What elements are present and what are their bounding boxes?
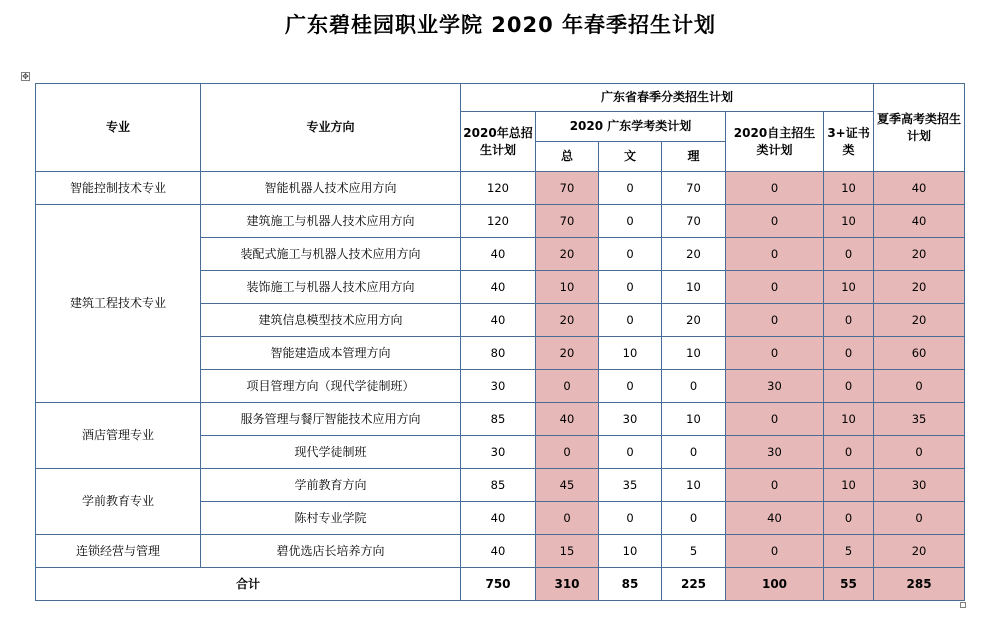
zhengshu-value-cell: 10 xyxy=(824,172,874,205)
li-value-cell: 0 xyxy=(662,502,726,535)
header-direction: 专业方向 xyxy=(201,84,461,172)
direction-cell: 陈村专业学院 xyxy=(201,502,461,535)
table-row xyxy=(36,205,965,238)
li-value-cell: 10 xyxy=(662,271,726,304)
summer-value-cell: 0 xyxy=(874,436,965,469)
table-move-handle-icon[interactable]: ✥ xyxy=(22,72,29,81)
summer-value-cell: 35 xyxy=(874,403,965,436)
totals-label: 合计 xyxy=(36,568,461,601)
total-wen-cell: 85 xyxy=(599,568,662,601)
zong-value-cell: 45 xyxy=(536,469,599,502)
zong-value-cell: 20 xyxy=(536,238,599,271)
direction-cell: 碧优选店长培养方向 xyxy=(201,535,461,568)
summer-value-cell: 20 xyxy=(874,535,965,568)
wen-value-cell: 0 xyxy=(599,172,662,205)
total-value-cell: 30 xyxy=(461,436,536,469)
summer-value-cell: 20 xyxy=(874,271,965,304)
zizhu-value-cell: 0 xyxy=(726,271,824,304)
li-value-cell: 10 xyxy=(662,403,726,436)
total-value-cell: 40 xyxy=(461,238,536,271)
table-row xyxy=(36,403,965,436)
li-value-cell: 70 xyxy=(662,205,726,238)
summer-value-cell: 0 xyxy=(874,370,965,403)
direction-cell: 装饰施工与机器人技术应用方向 xyxy=(201,271,461,304)
total-value-cell: 40 xyxy=(461,271,536,304)
zizhu-value-cell: 40 xyxy=(726,502,824,535)
total-zizhu-cell: 100 xyxy=(726,568,824,601)
header-zong: 总 xyxy=(536,142,599,172)
direction-cell: 智能机器人技术应用方向 xyxy=(201,172,461,205)
zong-value-cell: 70 xyxy=(536,205,599,238)
zizhu-value-cell: 0 xyxy=(726,337,824,370)
totals-row xyxy=(36,568,965,601)
zizhu-value-cell: 0 xyxy=(726,205,824,238)
zong-value-cell: 20 xyxy=(536,337,599,370)
summer-value-cell: 40 xyxy=(874,205,965,238)
direction-cell: 现代学徒制班 xyxy=(201,436,461,469)
table-row xyxy=(36,535,965,568)
table-row xyxy=(36,469,965,502)
major-cell: 酒店管理专业 xyxy=(36,403,201,469)
zong-value-cell: 10 xyxy=(536,271,599,304)
zong-value-cell: 40 xyxy=(536,403,599,436)
major-cell: 连锁经营与管理 xyxy=(36,535,201,568)
direction-cell: 智能建造成本管理方向 xyxy=(201,337,461,370)
wen-value-cell: 0 xyxy=(599,370,662,403)
wen-value-cell: 35 xyxy=(599,469,662,502)
li-value-cell: 70 xyxy=(662,172,726,205)
header-wen: 文 xyxy=(599,142,662,172)
summer-value-cell: 20 xyxy=(874,304,965,337)
header-summer: 夏季高考类招生计划 xyxy=(874,84,965,172)
summer-value-cell: 0 xyxy=(874,502,965,535)
wen-value-cell: 10 xyxy=(599,535,662,568)
total-summer-cell: 285 xyxy=(874,568,965,601)
enrollment-plan-table xyxy=(35,83,965,601)
summer-value-cell: 40 xyxy=(874,172,965,205)
total-value-cell: 85 xyxy=(461,403,536,436)
zizhu-value-cell: 30 xyxy=(726,436,824,469)
zhengshu-value-cell: 0 xyxy=(824,436,874,469)
zizhu-value-cell: 30 xyxy=(726,370,824,403)
direction-cell: 装配式施工与机器人技术应用方向 xyxy=(201,238,461,271)
wen-value-cell: 0 xyxy=(599,436,662,469)
table-row xyxy=(36,172,965,205)
zhengshu-value-cell: 0 xyxy=(824,337,874,370)
li-value-cell: 0 xyxy=(662,370,726,403)
zhengshu-value-cell: 10 xyxy=(824,205,874,238)
li-value-cell: 5 xyxy=(662,535,726,568)
zizhu-value-cell: 0 xyxy=(726,469,824,502)
header-major: 专业 xyxy=(36,84,201,172)
zhengshu-value-cell: 0 xyxy=(824,304,874,337)
total-value-cell: 120 xyxy=(461,205,536,238)
total-total-cell: 750 xyxy=(461,568,536,601)
summer-value-cell: 60 xyxy=(874,337,965,370)
zhengshu-value-cell: 5 xyxy=(824,535,874,568)
zong-value-cell: 0 xyxy=(536,370,599,403)
direction-cell: 建筑施工与机器人技术应用方向 xyxy=(201,205,461,238)
table-resize-handle-icon[interactable] xyxy=(960,602,966,608)
wen-value-cell: 0 xyxy=(599,238,662,271)
header-zhengshu: 3+证书类 xyxy=(824,112,874,172)
total-value-cell: 40 xyxy=(461,304,536,337)
page-title: 广东碧桂园职业学院 2020 年春季招生计划 xyxy=(284,13,717,37)
li-value-cell: 10 xyxy=(662,337,726,370)
zhengshu-value-cell: 0 xyxy=(824,238,874,271)
zizhu-value-cell: 0 xyxy=(726,172,824,205)
header-xuekao: 2020 广东学考类计划 xyxy=(536,112,726,142)
wen-value-cell: 0 xyxy=(599,205,662,238)
major-cell: 学前教育专业 xyxy=(36,469,201,535)
li-value-cell: 0 xyxy=(662,436,726,469)
major-cell: 建筑工程技术专业 xyxy=(36,205,201,403)
zhengshu-value-cell: 10 xyxy=(824,403,874,436)
wen-value-cell: 0 xyxy=(599,271,662,304)
total-li-cell: 225 xyxy=(662,568,726,601)
total-value-cell: 40 xyxy=(461,535,536,568)
total-value-cell: 40 xyxy=(461,502,536,535)
wen-value-cell: 10 xyxy=(599,337,662,370)
zong-value-cell: 70 xyxy=(536,172,599,205)
li-value-cell: 20 xyxy=(662,238,726,271)
wen-value-cell: 0 xyxy=(599,304,662,337)
zizhu-value-cell: 0 xyxy=(726,304,824,337)
direction-cell: 服务管理与餐厅智能技术应用方向 xyxy=(201,403,461,436)
zong-value-cell: 0 xyxy=(536,436,599,469)
total-value-cell: 120 xyxy=(461,172,536,205)
zong-value-cell: 20 xyxy=(536,304,599,337)
zhengshu-value-cell: 10 xyxy=(824,271,874,304)
zhengshu-value-cell: 0 xyxy=(824,370,874,403)
header-total-2020: 2020年总招生计划 xyxy=(461,112,536,172)
zhengshu-value-cell: 0 xyxy=(824,502,874,535)
wen-value-cell: 0 xyxy=(599,502,662,535)
major-cell: 智能控制技术专业 xyxy=(36,172,201,205)
direction-cell: 项目管理方向（现代学徒制班） xyxy=(201,370,461,403)
header-zizhu: 2020自主招生类计划 xyxy=(726,112,824,172)
total-zong-cell: 310 xyxy=(536,568,599,601)
zizhu-value-cell: 0 xyxy=(726,238,824,271)
zong-value-cell: 15 xyxy=(536,535,599,568)
direction-cell: 建筑信息模型技术应用方向 xyxy=(201,304,461,337)
header-spring-group: 广东省春季分类招生计划 xyxy=(461,84,874,112)
li-value-cell: 10 xyxy=(662,469,726,502)
total-value-cell: 85 xyxy=(461,469,536,502)
zizhu-value-cell: 0 xyxy=(726,403,824,436)
header-li: 理 xyxy=(662,142,726,172)
li-value-cell: 20 xyxy=(662,304,726,337)
zizhu-value-cell: 0 xyxy=(726,535,824,568)
zong-value-cell: 0 xyxy=(536,502,599,535)
total-value-cell: 80 xyxy=(461,337,536,370)
total-value-cell: 30 xyxy=(461,370,536,403)
wen-value-cell: 30 xyxy=(599,403,662,436)
direction-cell: 学前教育方向 xyxy=(201,469,461,502)
zhengshu-value-cell: 10 xyxy=(824,469,874,502)
summer-value-cell: 30 xyxy=(874,469,965,502)
total-zhengshu-cell: 55 xyxy=(824,568,874,601)
summer-value-cell: 20 xyxy=(874,238,965,271)
